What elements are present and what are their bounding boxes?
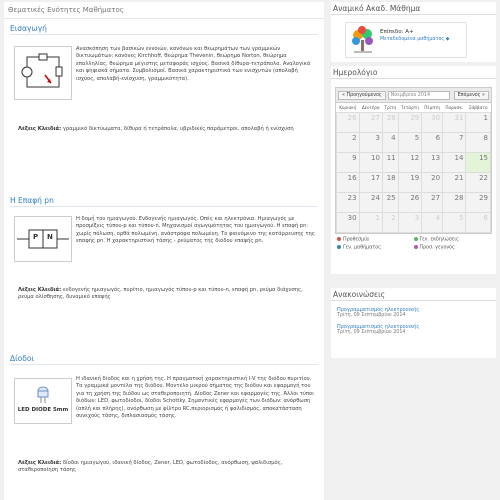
weekday-header: Τετάρτη bbox=[400, 105, 419, 110]
weekday-header: Πέμπτη bbox=[424, 105, 441, 110]
calendar-day[interactable]: 4 bbox=[382, 133, 398, 153]
calendar-day[interactable]: 29 bbox=[466, 193, 491, 213]
calendar-day[interactable]: 5 bbox=[443, 213, 466, 233]
calendar-title: Ημερολόγιο bbox=[331, 66, 496, 79]
calendar-day-today[interactable]: 15 bbox=[466, 153, 491, 173]
calendar-day[interactable]: 7 bbox=[443, 133, 466, 153]
ects-title: Αναμικό Ακαδ. Μάθημα bbox=[331, 2, 496, 15]
legend-dot-icon bbox=[414, 245, 418, 249]
sidebar bbox=[331, 2, 496, 500]
legend-label: Γεν. εκδηλώσεις bbox=[419, 237, 459, 243]
calendar-day[interactable]: 20 bbox=[422, 173, 443, 193]
announcement-item bbox=[337, 324, 490, 335]
tree-logo-icon bbox=[348, 25, 378, 55]
led-diode-icon bbox=[14, 378, 72, 424]
calendar-nav bbox=[336, 88, 491, 103]
calendar-day[interactable]: 8 bbox=[466, 133, 491, 153]
keywords-label: Λέξεις Κλειδιά: bbox=[18, 287, 62, 293]
legend-dot-icon bbox=[337, 237, 341, 241]
calendar-day[interactable]: 1 bbox=[359, 213, 382, 233]
legend-label: Προσ. γεγονός bbox=[419, 245, 455, 250]
announcement-link[interactable]: Προγραμματισμός ηλεκτρονικής bbox=[337, 324, 420, 330]
announcement-link[interactable]: Προγραμματισμός ηλεκτρονικής bbox=[337, 307, 420, 313]
course-unit bbox=[4, 196, 324, 301]
circuit-diagram-icon bbox=[14, 46, 72, 100]
calendar-day[interactable]: 2 bbox=[337, 133, 360, 153]
legend-item bbox=[337, 245, 414, 251]
keywords-text: δίοδοι ημιαγωγού, ιδανική δίοδος, Zener, LED, φωτοδίοδος, ανόρθωση, ψαλιδισμός, σταθεροποίηση τάσης bbox=[18, 460, 283, 474]
calendar-week bbox=[337, 213, 491, 233]
legend-label: Γεν. μαθήματος bbox=[343, 245, 382, 250]
legend-item bbox=[414, 237, 491, 243]
calendar-day[interactable]: 22 bbox=[466, 173, 491, 193]
announcements-box bbox=[331, 288, 496, 358]
calendar-day[interactable]: 21 bbox=[443, 173, 466, 193]
next-month-button[interactable]: Επόμενος » bbox=[454, 91, 489, 100]
ects-badge[interactable] bbox=[345, 22, 467, 58]
calendar-day[interactable]: 17 bbox=[359, 173, 382, 193]
calendar-grid bbox=[336, 103, 491, 233]
course-units-panel bbox=[4, 2, 324, 500]
announcement-date: Τρίτη, 09 Σεπτεμβρίου 2014 bbox=[337, 330, 406, 335]
calendar-day[interactable]: 10 bbox=[359, 153, 382, 173]
weekday-header: Κυριακή bbox=[339, 105, 357, 110]
calendar-day[interactable]: 26 bbox=[398, 193, 422, 213]
legend-dot-icon bbox=[414, 237, 418, 241]
calendar-day[interactable]: 9 bbox=[337, 153, 360, 173]
course-unit bbox=[4, 354, 324, 474]
panel-header: Θεματικές Ενότητες Μαθήματος bbox=[4, 2, 324, 19]
course-title[interactable]: Η Επαφή pn bbox=[10, 196, 54, 205]
course-title[interactable]: Εισαγωγή bbox=[10, 24, 47, 33]
metadata-link[interactable]: Μεταδεδομένα μαθήματος ◆ bbox=[380, 37, 450, 42]
weekday-header: Δευτέρα bbox=[361, 105, 380, 110]
keywords-label: Λέξεις Κλειδιά: bbox=[18, 460, 62, 466]
led-label: LED DIODE 5mm bbox=[17, 407, 69, 413]
month-label: Νοεμβρίου 2014 bbox=[388, 91, 450, 100]
calendar-day[interactable]: 3 bbox=[359, 133, 382, 153]
calendar-day[interactable]: 29 bbox=[398, 113, 422, 133]
calendar-day[interactable]: 24 bbox=[359, 193, 382, 213]
prev-month-button[interactable]: « Προηγούμενος bbox=[338, 91, 386, 100]
course-keywords bbox=[18, 287, 318, 302]
calendar-day[interactable]: 5 bbox=[398, 133, 422, 153]
announcement-date: Τρίτη, 09 Σεπτεμβρίου 2014 bbox=[337, 313, 406, 318]
calendar-day[interactable]: 11 bbox=[382, 153, 398, 173]
n-region-label: N bbox=[47, 233, 53, 241]
announcements-title: Ανακοινώσεις bbox=[331, 288, 496, 301]
calendar-day[interactable]: 19 bbox=[398, 173, 422, 193]
weekday-header: Τρίτη bbox=[384, 105, 397, 110]
keywords-text: ενδογενής ημιαγωγός, πυρίτιο, ημιαγωγός τύπου-p και τύπου-n, επαφή pn, ρεύμα διάχυσης, ρεύμα ολίσθησης, δυναμικό επαφής bbox=[18, 287, 303, 301]
ects-level: Επίπεδο: Α+ bbox=[380, 29, 414, 35]
calendar-day[interactable]: 26 bbox=[337, 113, 360, 133]
legend-item bbox=[337, 237, 414, 243]
calendar-day[interactable]: 6 bbox=[422, 133, 443, 153]
announcement-item bbox=[337, 307, 490, 318]
calendar-day[interactable]: 27 bbox=[359, 113, 382, 133]
legend-item bbox=[414, 245, 491, 251]
calendar-day[interactable]: 28 bbox=[382, 113, 398, 133]
ects-box bbox=[331, 2, 496, 62]
course-description: Η ιδανική δίοδος και η χρήση της. Η πραγματική χαρακτηριστική I-V της διόδου πυριτίου. Τα γραμμικά μοντέλα της διόδου. Μοντέλο μικρού σήματος της διόδου και εφαρμογή του για τη χρήση της διόδου ως σταθεροποιητή. Δίοδος Zener και εφαρμογές της. Άλλοι τύποι διόδων: LED, φωτοδίοδοι, δίοδοι Schottky. Σημαντικές εφαρμογές των διόδων: ανόρθωση (απλή και πλήρης), ανόρθωση με φίλτρο RC,περιορισμός ή ψαλιδισμός, αποκατάσταση συνεχούς τάσης, διπλασιασμός τάσης. bbox=[76, 376, 314, 420]
announcements-list bbox=[331, 301, 496, 335]
calendar-week bbox=[337, 193, 491, 213]
p-region-label: P bbox=[33, 233, 39, 241]
calendar-day[interactable]: 2 bbox=[382, 213, 398, 233]
calendar-week bbox=[337, 133, 491, 153]
pn-junction-icon bbox=[14, 216, 72, 262]
calendar-day[interactable]: 13 bbox=[422, 153, 443, 173]
calendar-box bbox=[331, 66, 496, 274]
calendar-day[interactable]: 16 bbox=[337, 173, 360, 193]
keywords-text: γραμμικό δικτύωματα, δίθυρα ή τετράπολα, υβριδικές παράμετροι, απολαβή ή ενίσχυση bbox=[62, 126, 294, 132]
calendar-day[interactable]: 1 bbox=[466, 113, 491, 133]
course-unit bbox=[4, 24, 324, 132]
calendar bbox=[335, 87, 492, 234]
course-keywords bbox=[18, 126, 318, 133]
keywords-label: Λέξεις Κλειδιά: bbox=[18, 126, 62, 132]
calendar-day[interactable]: 31 bbox=[443, 113, 466, 133]
calendar-day[interactable]: 25 bbox=[382, 193, 398, 213]
calendar-day[interactable]: 30 bbox=[422, 113, 443, 133]
legend-label: Προθεσμία bbox=[343, 237, 369, 243]
calendar-week bbox=[337, 113, 491, 133]
calendar-day[interactable]: 4 bbox=[422, 213, 443, 233]
course-description: Η δομή του ημιαγωγού. Ενδογενής ημιαγωγός. Οπές και ηλεκτρόνια. Ημιαγωγός με προσμίξεις τύπου-p και τύπου-n. Μηχανισμοί αγωγιμότητας του ημιαγωγού. Η επαφή pn: χωρίς πόλωση, ορθά πολωμένη, ανάστροφα πολωμένη. Το φαινόμενο της κατάρρευσης της επαφής pn. Η χαρακτηριστική τάσης - ρεύματος της διόδου επαφής pn. bbox=[76, 216, 315, 245]
calendar-day[interactable]: 6 bbox=[466, 213, 491, 233]
legend-dot-icon bbox=[337, 245, 341, 249]
calendar-day[interactable]: 27 bbox=[422, 193, 443, 213]
calendar-day[interactable]: 28 bbox=[443, 193, 466, 213]
weekday-header: Σάββατο bbox=[468, 105, 488, 110]
tag-icon: ◆ bbox=[445, 37, 450, 42]
calendar-day[interactable]: 23 bbox=[337, 193, 360, 213]
calendar-day[interactable]: 14 bbox=[443, 153, 466, 173]
calendar-day[interactable]: 30 bbox=[337, 213, 360, 233]
weekday-header: Παρασκ. bbox=[445, 105, 464, 110]
calendar-day[interactable]: 3 bbox=[398, 213, 422, 233]
calendar-day[interactable]: 18 bbox=[382, 173, 398, 193]
calendar-legend bbox=[331, 234, 496, 253]
course-description: Ανασκόπηση των βασικών εννοιών, κανόνων και θεωρημάτων των γραμμικών δικτυωμάτων: κανόνες Kirchhoff, θεώρημα Thevenin, θεώρημα Norton, θεώρημα επαλληλίας, θεώρημα μέγιστης μεταφοράς ισχύος. Βασικά δίθυρα-τετράπολα. Αναλογικά και ψηφιακά σήματα. Συμβολισμοί. Βασικά χαρακτηριστικά των ενισχυτών (απολαβή ισχύος, απολαβή-ενίσχυση, γραμμικότητα). bbox=[76, 46, 311, 82]
course-title[interactable]: Δίοδοι bbox=[10, 354, 34, 363]
calendar-day[interactable]: 12 bbox=[398, 153, 422, 173]
divider bbox=[10, 206, 318, 207]
divider bbox=[10, 364, 318, 365]
course-keywords bbox=[18, 460, 318, 475]
calendar-week bbox=[337, 173, 491, 193]
calendar-week bbox=[337, 153, 491, 173]
divider bbox=[10, 34, 318, 35]
